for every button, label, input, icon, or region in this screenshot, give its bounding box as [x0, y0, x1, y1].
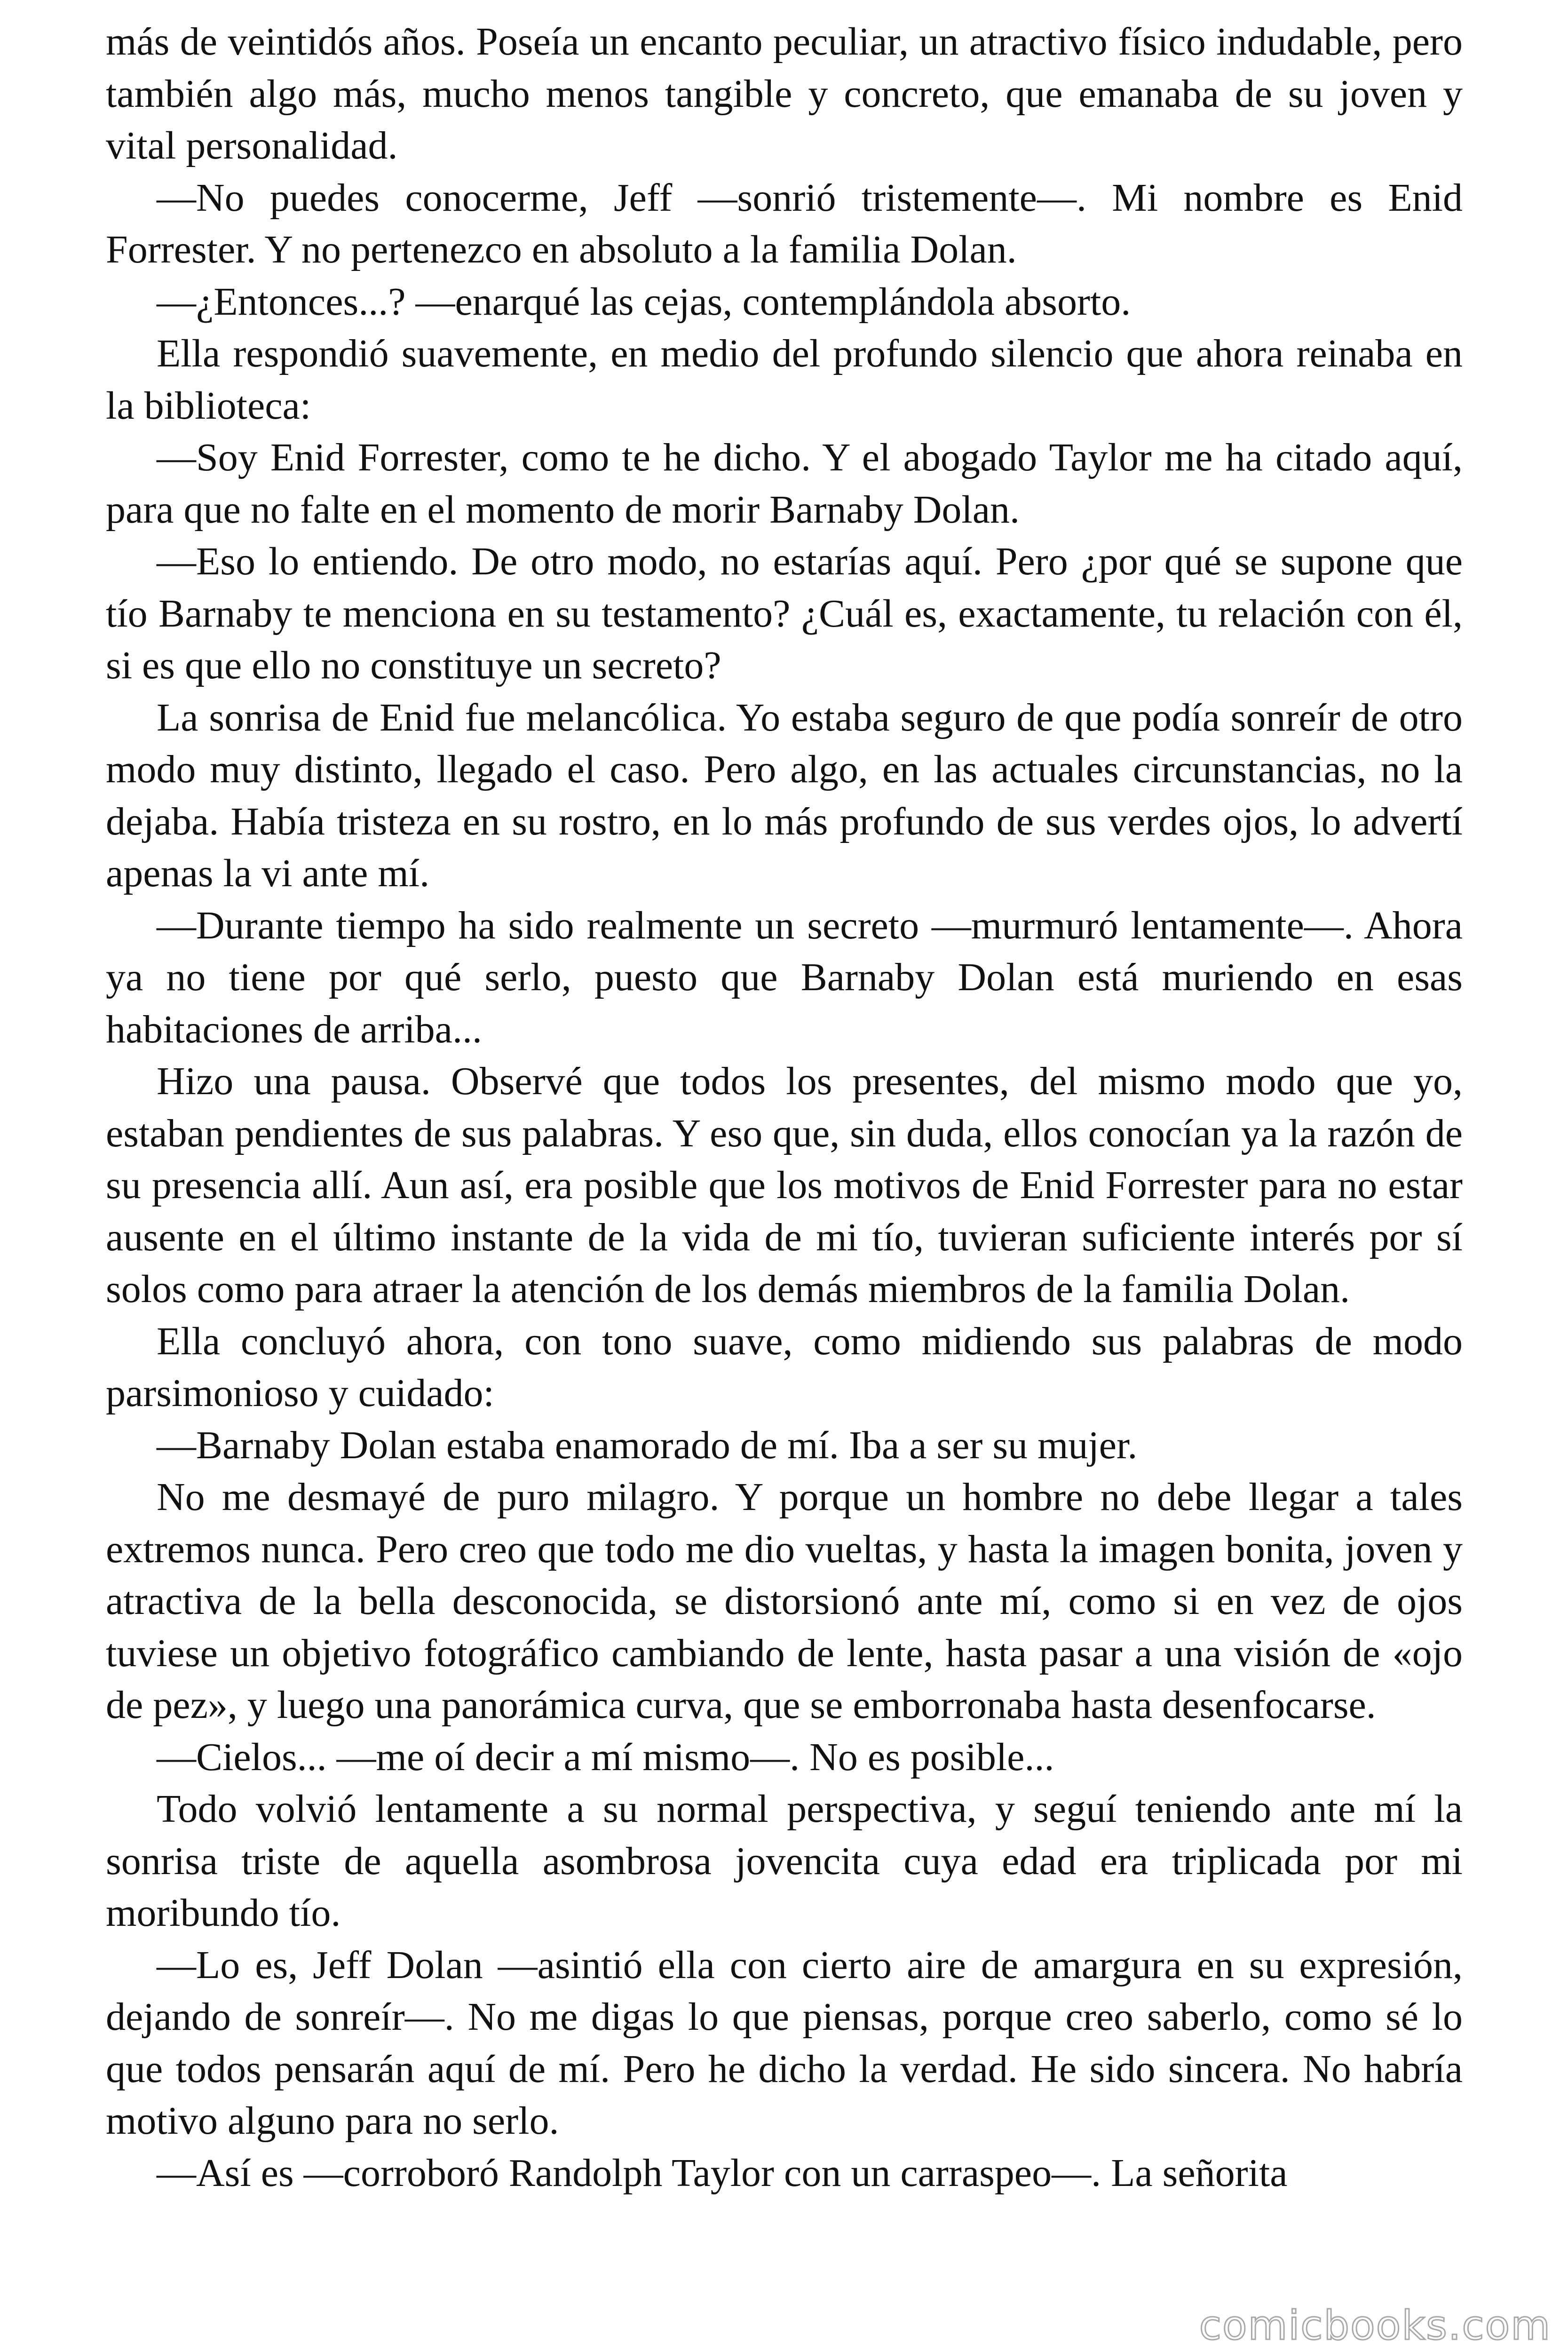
paragraph: —No puedes conocerme, Jeff —sonrió tristemente—. Mi nombre es Enid Forrester. Y no pertenezco en absoluto a la familia Dolan. — [106, 175, 1463, 271]
paragraph: Todo volvió lentamente a su normal perspectiva, y seguí teniendo ante mí la sonrisa triste de aquella asombrosa jovencita cuya edad era triplicada por mi moribundo tío. — [106, 1787, 1463, 1935]
paragraph: —¿Entonces...? —enarqué las cejas, contemplándola absorto. — [157, 279, 1131, 324]
book-page — [106, 16, 1463, 2335]
paragraph: —Lo es, Jeff Dolan —asintió ella con cierto aire de amargura en su expresión, dejando de sonreír—. No me digas lo que piensas, porque creo saberlo, como sé lo que todos pensarán aquí de mí. Pero he dicho la verdad. He sido sincera. No habría motivo alguno para no serlo. — [106, 1943, 1463, 2143]
paragraph: La sonrisa de Enid fue melancólica. Yo estaba seguro de que podía sonreír de otro modo muy distinto, llegado el caso. Pero algo, en las actuales circunstancias, no la dejaba. Había tristeza en su rostro, en lo más profundo de sus verdes ojos, lo advertí apenas la vi ante mí. — [106, 695, 1463, 895]
watermark: comicbooks.com — [1199, 2302, 1551, 2349]
paragraph: más de veintidós años. Poseía un encanto peculiar, un atractivo físico indudable, pero también algo más, mucho menos tangible y concreto, que emanaba de su joven y vital personalidad. — [106, 20, 1463, 167]
paragraph: Ella concluyó ahora, con tono suave, como midiendo sus palabras de modo parsimonioso y cuidado: — [106, 1319, 1463, 1415]
paragraph: —Soy Enid Forrester, como te he dicho. Y el abogado Taylor me ha citado aquí, para que no falte en el momento de morir Barnaby Dolan. — [106, 436, 1463, 532]
paragraph: —Barnaby Dolan estaba enamorado de mí. Iba a ser su mujer. — [157, 1423, 1138, 1467]
paragraph: Ella respondió suavemente, en medio del profundo silencio que ahora reinaba en la biblioteca: — [106, 332, 1463, 428]
paragraph: No me desmayé de puro milagro. Y porque un hombre no debe llegar a tales extremos nunca. Pero creo que todo me dio vueltas, y hasta la imagen bonita, joven y atractiva de la bella desconocida, se distorsionó ante mí, como si en vez de ojos tuviese un objetivo fotográfico cambiando de lente, hasta pasar a una visión de «ojo de pez», y luego una panorámica curva, que se emborronaba hasta desenfocarse. — [106, 1475, 1463, 1727]
paragraph: —Durante tiempo ha sido realmente un secreto —murmuró lentamente—. Ahora ya no tiene por qué serlo, puesto que Barnaby Dolan está muriendo en esas habitaciones de arriba... — [106, 903, 1463, 1051]
paragraph: —Así es —corroboró Randolph Taylor con un carraspeo—. La señorita — [157, 2151, 1288, 2195]
paragraph: Hizo una pausa. Observé que todos los presentes, del mismo modo que yo, estaban pendientes de sus palabras. Y eso que, sin duda, ellos conocían ya la razón de su presencia allí. Aun así, era posible que los motivos de Enid Forrester para no estar ausente en el último instante de la vida de mi tío, tuvieran suficiente interés por sí solos como para atraer la atención de los demás miembros de la familia Dolan. — [106, 1059, 1463, 1311]
paragraph: —Cielos... —me oí decir a mí mismo—. No es posible... — [157, 1735, 1054, 1779]
paragraph: —Eso lo entiendo. De otro modo, no estarías aquí. Pero ¿por qué se supone que tío Barnaby te menciona en su testamento? ¿Cuál es, exactamente, tu relación con él, si es que ello no constituye un secreto? — [106, 540, 1463, 687]
